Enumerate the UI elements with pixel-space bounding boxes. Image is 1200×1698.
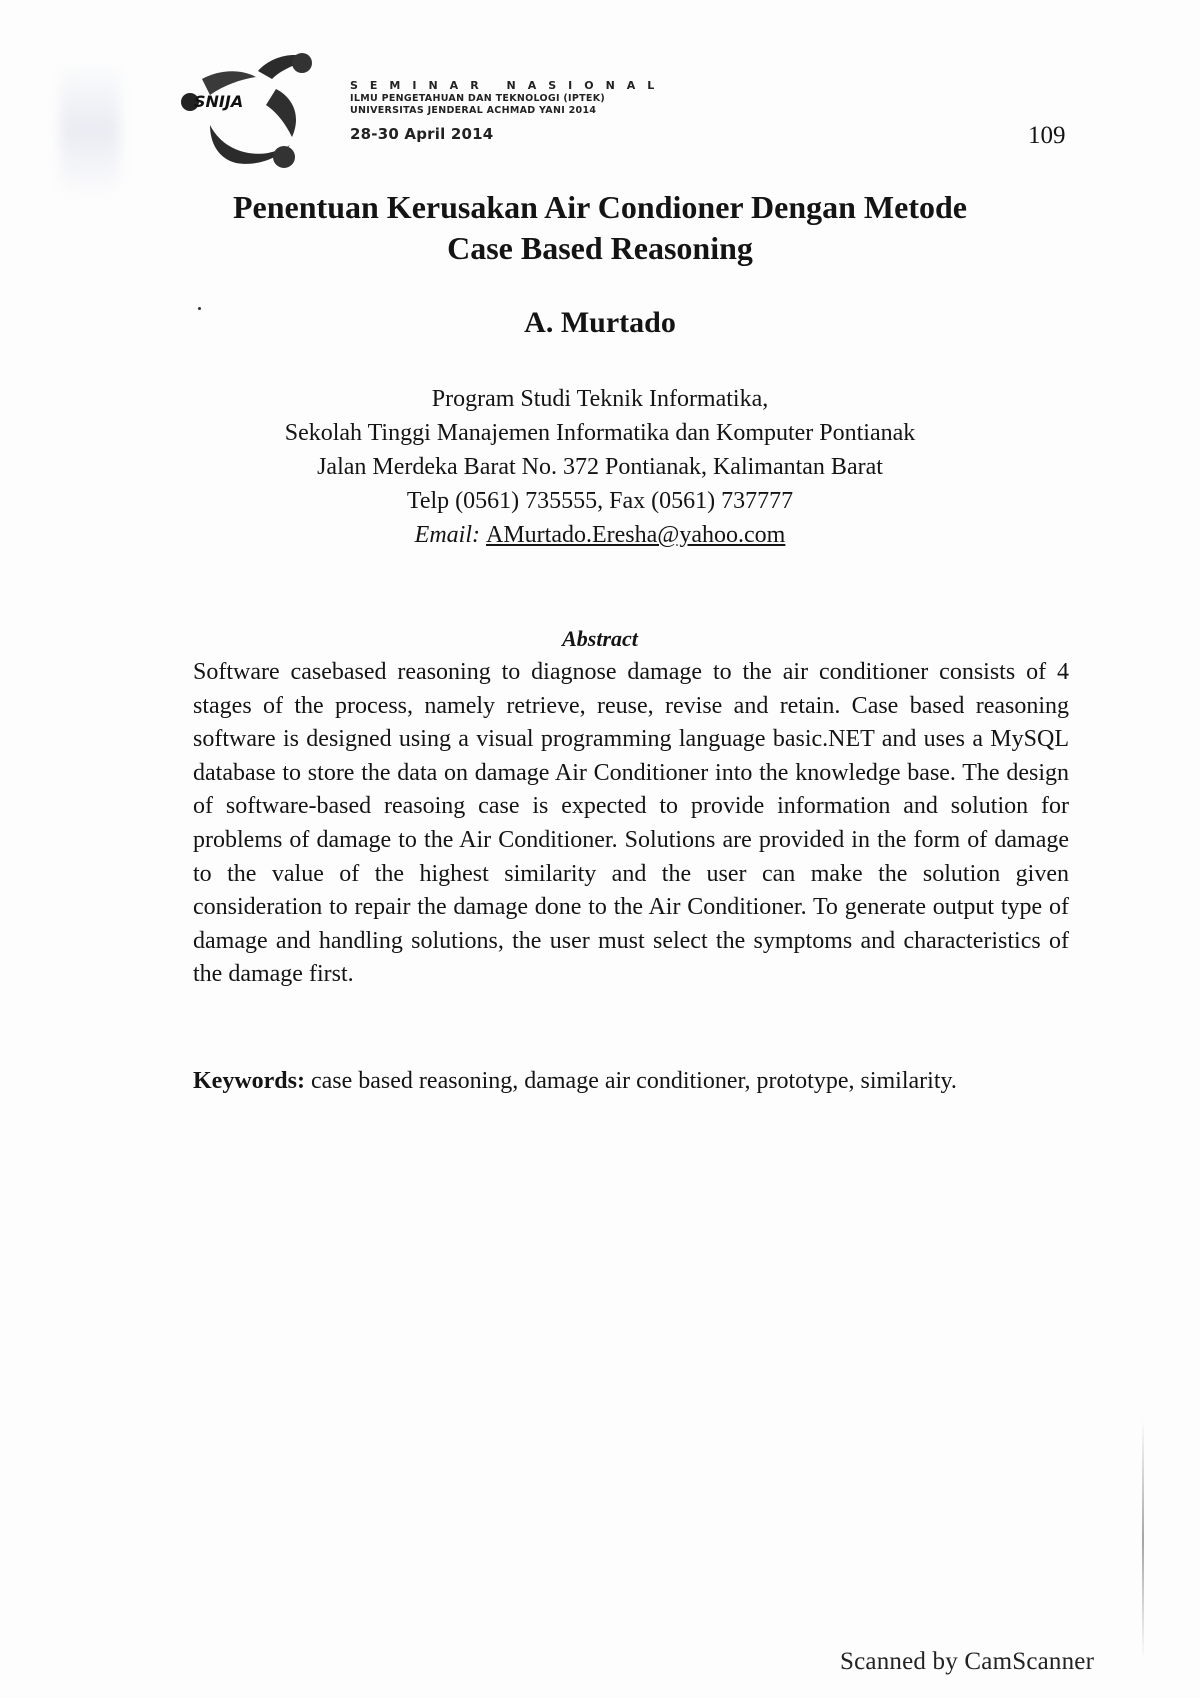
seminar-info bbox=[350, 79, 770, 143]
affiliation-email-row bbox=[200, 518, 1000, 552]
email-label: Email: bbox=[414, 522, 486, 548]
scan-smudge bbox=[60, 60, 120, 200]
paper-title-line-2: Case Based Reasoning bbox=[447, 230, 753, 266]
affiliation-institution: Sekolah Tinggi Manajemen Informatika dan Komputer Pontianak bbox=[284, 420, 916, 446]
author-name: A. Murtado bbox=[524, 306, 676, 339]
keywords-text: case based reasoning, damage air conditioner, prototype, similarity. bbox=[310, 1068, 957, 1094]
seminar-theme: ILMU PENGETAHUAN DAN TEKNOLOGI (IPTEK) bbox=[350, 93, 606, 104]
keywords-paragraph bbox=[193, 1065, 1069, 1099]
affiliation-department: Program Studi Teknik Informatika, bbox=[431, 386, 769, 412]
logo-text: SNIJA bbox=[194, 92, 244, 111]
page-number: 109 bbox=[1028, 122, 1066, 149]
abstract-text: Software casebased reasoning to diagnose damage to the air conditioner consists of 4 stages of the process, namely retrieve, reuse, revise and retain. Case based reasoning software is designed using a visual programming language basic.NET and uses a MySQL database to store the data on damage Air Conditioner into the knowledge base. The design of software-based reasoing case is expected to provide information and solution for problems of damage to the Air Conditioner. Solutions are provided in the form of damage to the value of the highest similarity and the user can make the solution given consideration to repair the damage done to the Air Conditioner. To generate output type of damage and handling solutions, the user must select the symptoms and characteristics of the damage first. bbox=[193, 659, 1069, 988]
paper-title-line-1: Penentuan Kerusakan Air Condioner Dengan Metode bbox=[233, 189, 967, 225]
abstract-heading: Abstract bbox=[562, 626, 638, 651]
affiliation-address: Jalan Merdeka Barat No. 372 Pontianak, Kalimantan Barat bbox=[317, 454, 883, 480]
affiliation-phone: Telp (0561) 735555, Fax (0561) 737777 bbox=[406, 488, 794, 514]
conference-header bbox=[180, 45, 740, 175]
seminar-host: UNIVERSITAS JENDERAL ACHMAD YANI 2014 bbox=[350, 105, 597, 116]
email-link[interactable]: AMurtado.Eresha@yahoo.com bbox=[485, 522, 786, 548]
seminar-date: 28-30 April 2014 bbox=[350, 125, 494, 143]
author-affiliation bbox=[200, 382, 1000, 552]
scan-edge-mark bbox=[1142, 1420, 1144, 1660]
seminar-name: SEMINAR NASIONAL bbox=[350, 79, 667, 92]
keywords-label: Keywords: bbox=[193, 1068, 311, 1094]
paper-title bbox=[200, 187, 1000, 269]
conference-logo bbox=[180, 45, 330, 175]
scanner-watermark: Scanned by CamScanner bbox=[840, 1648, 1095, 1675]
